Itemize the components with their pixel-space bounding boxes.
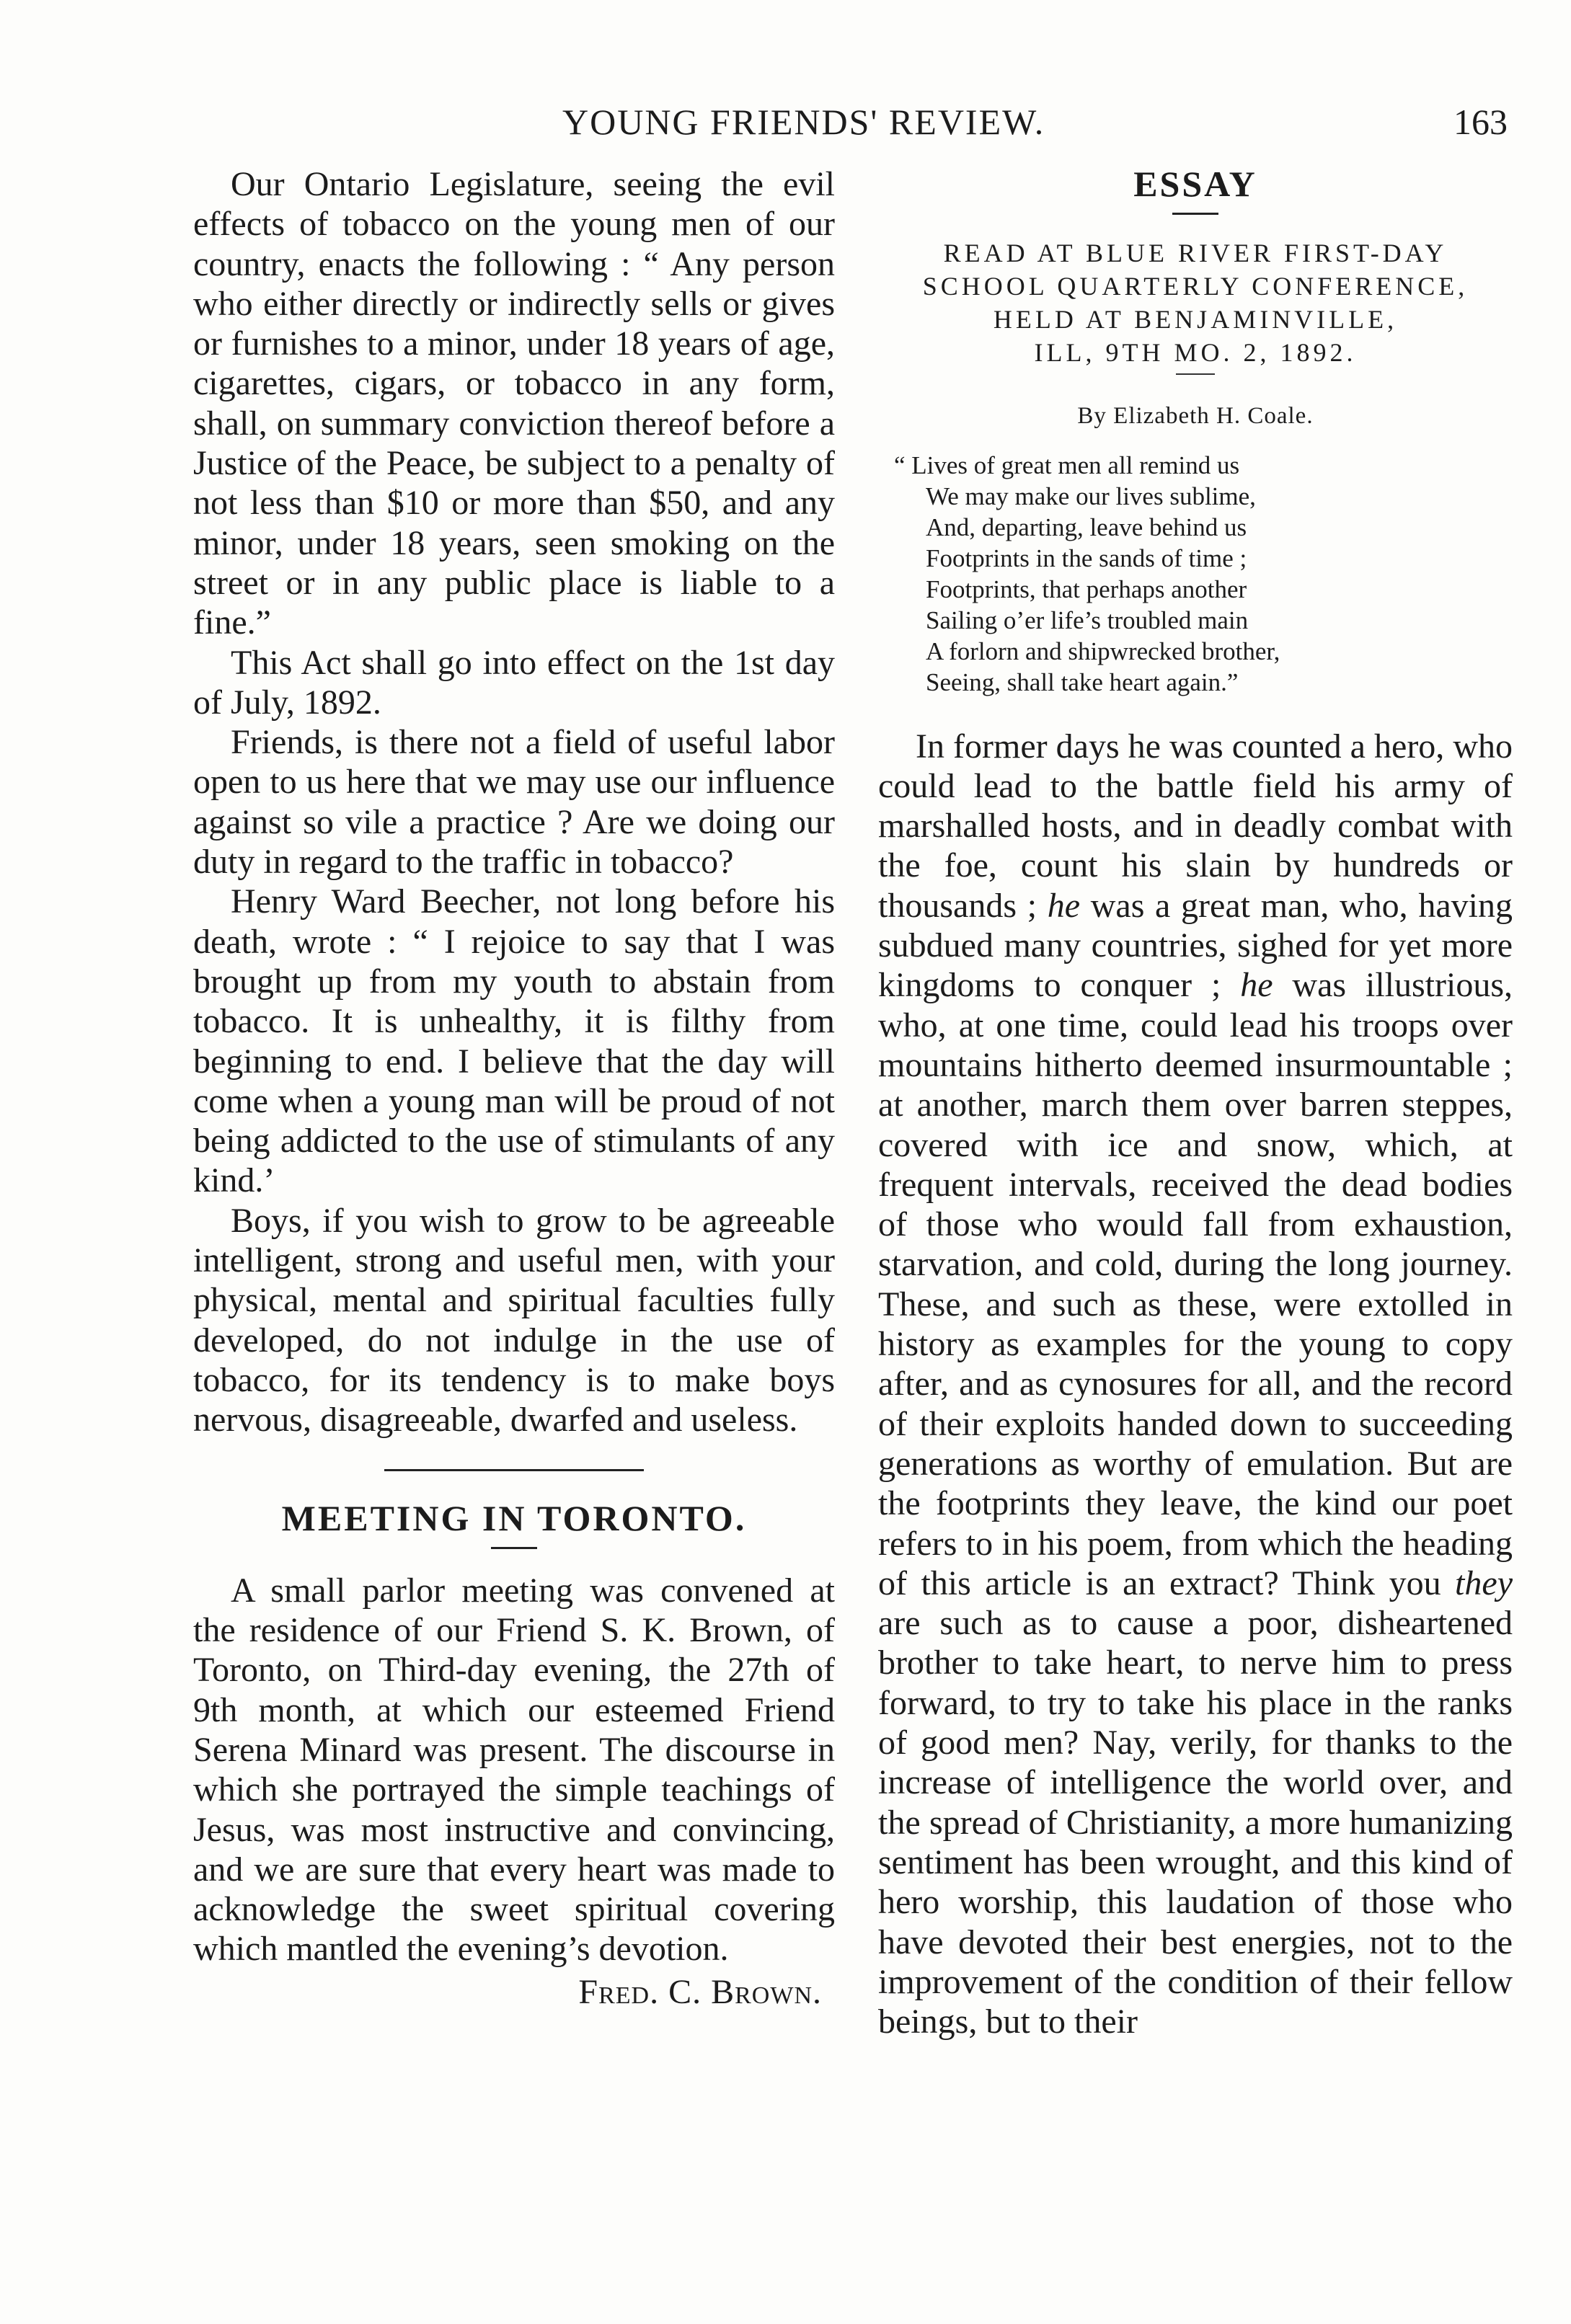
poem-line: Footprints, that perhaps another: [926, 575, 1247, 603]
subtitle-line: ILL, 9TH MO. 2, 1892.: [1034, 338, 1357, 368]
text-run: was illustrious, who, at one time, could lead his troops over mountains hitherto deemed insurmountable ; at another, march them over barren steppes, covered with ice and snow, which, at frequent intervals, received the dead bodies of those who would fall from exhaustion, starvation, and cold, during the long journey. These, and such as these, were extolled in history as examples for the young to copy after, and as cynosures for all, and the record of their exploits handed down to succeeding generations as worthy of emulation. But are the footprints they leave, the kind our poet refers to in his poem, from which the heading of this article is an extract? Think you: [878, 966, 1513, 1602]
essay-body-paragraph: [878, 727, 1513, 2042]
text-run: was a great man, who, having subdued many countries, sighed for yet more kingdoms to conquer ;: [878, 886, 1513, 1005]
title-rule: [1172, 213, 1218, 215]
paragraph: Boys, if you wish to grow to be agreeable intelligent, strong and useful men, with your physical, mental and spiritual faculties fully developed, do not indulge in the use of tobacco, for its tendency is to make boys nervous, disagreeable, dwarfed and useless.: [193, 1201, 835, 1440]
emphasis-they: they: [1455, 1564, 1513, 1602]
poem-line: And, departing, leave behind us: [926, 513, 1247, 541]
poem-line: Seeing, shall take heart again.”: [926, 668, 1239, 696]
poem-line: Footprints in the sands of time ;: [926, 544, 1247, 572]
essay-subtitle: [878, 236, 1513, 369]
emphasis-he: he: [1047, 886, 1081, 925]
paragraph: Henry Ward Beecher, not long before his death, wrote : “ I rejoice to say that I was brought up from my youth to abstain from tobacco. It is unhealthy, it is filthy from beginning to end. I believe that the day will come when a young man will be proud of not being addicted to the use of stimulants of any kind.’: [193, 882, 835, 1200]
text-run: are such as to cause a poor, disheartened brother to take heart, to nerve him to press forward, to try to take his place in the ranks of good men? Nay, verily, for thanks to the increase of intelligence the world over, and the spread of Christianity, a more humanizing sentiment has been wrought, and this kind of hero worship, this laudation of those who have devoted their best energies, not to the improvement of the condition of their fellow beings, but to their: [878, 1604, 1513, 2041]
page-header: [0, 101, 1571, 151]
poem-line: “ Lives of great men all remind us: [894, 451, 1240, 479]
paragraph: Friends, is there not a field of useful labor open to us here that we may use our influence against so vile a practice ? Are we doing our duty in regard to the traffic in tobacco?: [193, 723, 835, 882]
meeting-paragraph: A small parlor meeting was convened at the residence of our Friend S. K. Brown, of Toronto, on Third-day evening, the 27th of 9th month, at which our esteemed Friend Serena Minard was present. The discourse in which she portrayed the simple teachings of Jesus, was most instructive and convincing, and we are sure that every heart was made to acknowledge the sweet spiritual covering which mantled the evening’s devotion.: [193, 1571, 835, 1969]
poem-line: We may make our lives sublime,: [926, 482, 1256, 510]
subtitle-rule: [1176, 373, 1215, 375]
meeting-title: MEETING IN TORONTO.: [281, 1497, 747, 1538]
section-divider: [384, 1469, 644, 1471]
subtitle-line: READ AT BLUE RIVER FIRST-DAY: [943, 239, 1448, 268]
byline: By Elizabeth H. Coale.: [1077, 403, 1314, 430]
title-rule: [491, 1547, 537, 1549]
left-column: [193, 164, 835, 2012]
subtitle-line: SCHOOL QUARTERLY CONFERENCE,: [922, 272, 1469, 301]
paragraph: Our Ontario Legislature, seeing the evil effects of tobacco on the young men of our country, enacts the following : “ Any person who either directly or indirectly sells or gives or furnishes to a minor, under 18 years of age, cigarettes, cigars, or tobacco in any form, shall, on summary conviction thereof before a Justice of the Peace, be subject to a penalty of not less than $10 or more than $50, and any minor, under 18 years, seen smoking on the street or in any public place is liable to a fine.”: [193, 165, 835, 642]
subtitle-line: HELD AT BENJAMINVILLE,: [993, 305, 1398, 334]
running-title: YOUNG FRIENDS' REVIEW.: [562, 102, 1045, 142]
paragraph: This Act shall go into effect on the 1st day of July, 1892.: [193, 643, 835, 722]
text-run: In former days he was counted a hero, who could lead to the battle field his army of marshalled hosts, and in deadly combat with the foe, count his slain by hundreds or thousands ;: [878, 727, 1513, 925]
poem-line: A forlorn and shipwrecked brother,: [926, 637, 1280, 665]
page-number: 163: [1453, 102, 1508, 142]
poem: [894, 450, 1513, 698]
right-column: [878, 164, 1513, 2041]
essay-title: ESSAY: [1133, 164, 1257, 204]
signature: Fred. C. Brown.: [578, 1972, 822, 2011]
poem-line: Sailing o’er life’s troubled main: [926, 606, 1249, 634]
emphasis-he: he: [1240, 966, 1273, 1005]
